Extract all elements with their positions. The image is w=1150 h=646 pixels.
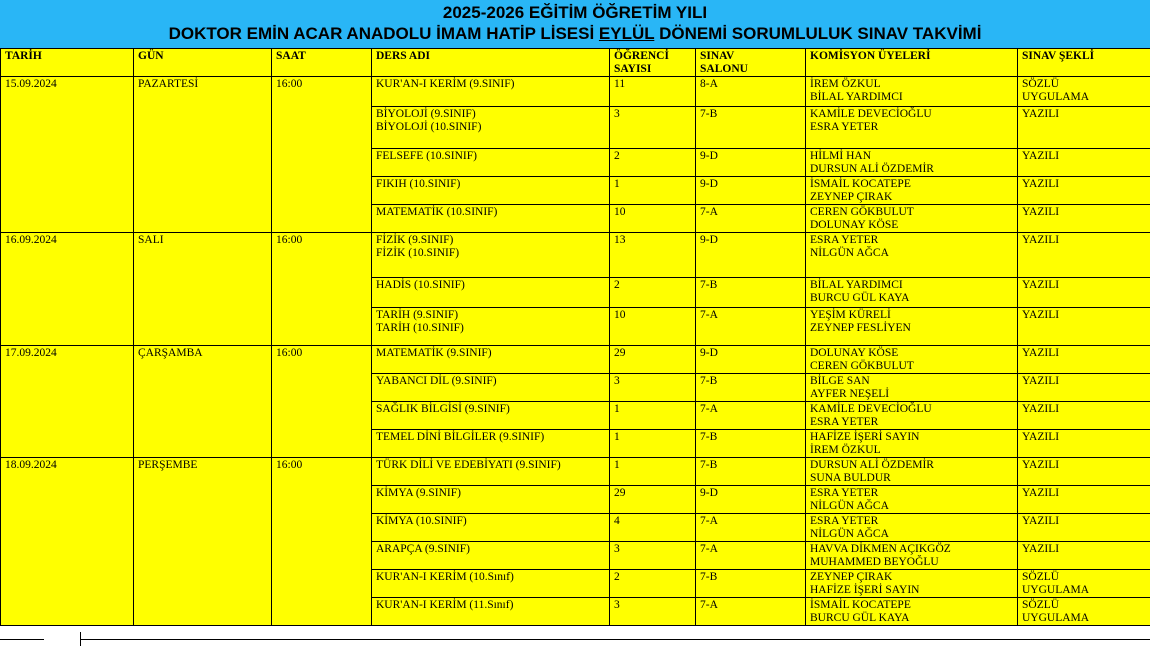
cell-sinav-sekli xyxy=(1018,542,1150,570)
cell-ogrenci-sayisi: 2 xyxy=(610,149,696,177)
cell-saat: 16:00 xyxy=(272,346,372,458)
cell-ogrenci-sayisi: 3 xyxy=(610,598,696,626)
column-header-ogrenci-line2: SAYISI xyxy=(614,62,652,75)
exam-schedule-table xyxy=(0,48,1150,626)
cell-sinav-salonu: 7-A xyxy=(696,205,806,233)
cell-gun: ÇARŞAMBA xyxy=(134,346,272,458)
cell-ogrenci-sayisi: 2 xyxy=(610,570,696,598)
cell-ders-adi xyxy=(372,486,610,514)
footer-rule xyxy=(0,639,1150,640)
ders-line: KUR'AN-I KERİM (10.Sınıf) xyxy=(376,571,514,583)
cell-komisyon-uyeleri xyxy=(806,430,1018,458)
cell-sinav-salonu: 9-D xyxy=(696,346,806,374)
column-header-ogrenci-sayisi xyxy=(610,49,696,77)
komisyon-line: BİLGE SAN xyxy=(810,375,870,387)
komisyon-line: BİLAL YARDIMCI xyxy=(810,90,903,103)
cell-komisyon-uyeleri xyxy=(806,570,1018,598)
ders-line: ARAPÇA (9.SINIF) xyxy=(376,543,470,555)
cell-saat: 16:00 xyxy=(272,233,372,346)
cell-gun: PAZARTESİ xyxy=(134,77,272,233)
cell-ders-adi xyxy=(372,149,610,177)
komisyon-line: MUHAMMED BEYOĞLU xyxy=(810,555,939,568)
cell-ders-adi xyxy=(372,374,610,402)
ders-line: FİZİK (9.SINIF) xyxy=(376,234,454,246)
komisyon-line: ZEYNEP FESLİYEN xyxy=(810,321,911,334)
komisyon-line: ESRA YETER xyxy=(810,487,879,499)
cell-ogrenci-sayisi: 29 xyxy=(610,346,696,374)
column-header-komisyon-uyeleri: KOMİSYON ÜYELERİ xyxy=(806,49,1018,77)
cell-ders-adi xyxy=(372,402,610,430)
cell-sinav-sekli xyxy=(1018,107,1150,149)
header-title-line2 xyxy=(0,23,1150,44)
cell-komisyon-uyeleri xyxy=(806,107,1018,149)
cell-sinav-sekli xyxy=(1018,458,1150,486)
komisyon-line: CEREN GÖKBULUT xyxy=(810,359,914,372)
cell-sinav-sekli xyxy=(1018,177,1150,205)
ders-line: TÜRK DİLİ VE EDEBİYATI (9.SINIF) xyxy=(376,459,561,471)
column-header-sinav-salonu xyxy=(696,49,806,77)
sekil-line: UYGULAMA xyxy=(1022,611,1090,624)
document-header xyxy=(0,0,1150,48)
cell-sinav-salonu: 7-A xyxy=(696,514,806,542)
cell-ogrenci-sayisi: 1 xyxy=(610,177,696,205)
cell-sinav-sekli xyxy=(1018,374,1150,402)
sekil-line: SÖZLÜ xyxy=(1022,571,1060,583)
cell-sinav-salonu: 7-B xyxy=(696,570,806,598)
ders-line: YABANCI DİL (9.SINIF) xyxy=(376,375,497,387)
cell-sinav-sekli xyxy=(1018,598,1150,626)
cell-ogrenci-sayisi: 10 xyxy=(610,308,696,346)
komisyon-line: HİLMİ HAN xyxy=(810,150,872,162)
cell-ders-adi xyxy=(372,570,610,598)
ders-line: FİZİK (10.SINIF) xyxy=(376,246,460,259)
cell-komisyon-uyeleri xyxy=(806,458,1018,486)
sekil-line: YAZILI xyxy=(1022,543,1060,555)
cell-ders-adi xyxy=(372,205,610,233)
komisyon-line: HAVVA DİKMEN AÇIKGÖZ xyxy=(810,543,951,555)
cell-sinav-salonu: 7-B xyxy=(696,278,806,308)
cell-sinav-salonu: 9-D xyxy=(696,233,806,278)
cell-ogrenci-sayisi: 11 xyxy=(610,77,696,107)
komisyon-line: AYFER NEŞELİ xyxy=(810,387,890,400)
column-header-sinav-sekli: SINAV ŞEKLİ xyxy=(1018,49,1150,77)
komisyon-line: CEREN GÖKBULUT xyxy=(810,206,914,218)
footer-rule-right xyxy=(80,639,1150,640)
cell-tarih: 15.09.2024 xyxy=(1,77,134,233)
cell-sinav-salonu: 7-B xyxy=(696,458,806,486)
table-row xyxy=(1,77,1150,107)
sekil-line: YAZILI xyxy=(1022,108,1060,120)
komisyon-line: ESRA YETER xyxy=(810,234,879,246)
cell-sinav-sekli xyxy=(1018,346,1150,374)
cell-sinav-sekli xyxy=(1018,514,1150,542)
cell-komisyon-uyeleri xyxy=(806,514,1018,542)
cell-sinav-sekli xyxy=(1018,308,1150,346)
sekil-line: SÖZLÜ xyxy=(1022,78,1060,90)
komisyon-line: İSMAİL KOCATEPE xyxy=(810,178,911,190)
komisyon-line: ESRA YETER xyxy=(810,515,879,527)
sekil-line: YAZILI xyxy=(1022,459,1060,471)
header-line2-after: DÖNEMİ SORUMLULUK SINAV TAKVİMİ xyxy=(654,24,982,43)
ders-line: SAĞLIK BİLGİSİ (9.SINIF) xyxy=(376,403,510,415)
cell-ders-adi xyxy=(372,514,610,542)
table-header-row xyxy=(1,49,1150,77)
sekil-line: YAZILI xyxy=(1022,403,1060,415)
cell-ders-adi xyxy=(372,107,610,149)
table-body xyxy=(1,77,1150,626)
komisyon-line: İSMAİL KOCATEPE xyxy=(810,599,911,611)
ders-line: KUR'AN-I KERİM (9.SINIF) xyxy=(376,78,515,90)
cell-komisyon-uyeleri xyxy=(806,486,1018,514)
column-header-saat: SAAT xyxy=(272,49,372,77)
komisyon-line: ZEYNEP ÇIRAK xyxy=(810,190,893,203)
column-header-ders-adi: DERS ADI xyxy=(372,49,610,77)
ders-line: FIKIH (10.SINIF) xyxy=(376,178,461,190)
komisyon-line: BURCU GÜL KAYA xyxy=(810,291,910,304)
ders-line: TEMEL DİNİ BİLGİLER (9.SINIF) xyxy=(376,431,545,443)
cell-gun: SALI xyxy=(134,233,272,346)
cell-ders-adi xyxy=(372,430,610,458)
ders-line: BİYOLOJİ (9.SINIF) xyxy=(376,108,476,120)
cell-tarih: 18.09.2024 xyxy=(1,458,134,626)
sekil-line: UYGULAMA xyxy=(1022,583,1090,596)
cell-komisyon-uyeleri xyxy=(806,149,1018,177)
komisyon-line: YEŞİM KÜRELİ xyxy=(810,309,891,321)
komisyon-line: NİLGÜN AĞCA xyxy=(810,499,889,512)
sekil-line: YAZILI xyxy=(1022,515,1060,527)
cell-komisyon-uyeleri xyxy=(806,598,1018,626)
footer-rule-left xyxy=(0,639,44,640)
cell-ogrenci-sayisi: 2 xyxy=(610,278,696,308)
cell-sinav-salonu: 7-B xyxy=(696,107,806,149)
komisyon-line: HAFİZE İŞERİ SAYIN xyxy=(810,431,920,443)
cell-ogrenci-sayisi: 29 xyxy=(610,486,696,514)
ders-line: KİMYA (9.SINIF) xyxy=(376,487,461,499)
cell-sinav-sekli xyxy=(1018,486,1150,514)
komisyon-line: NİLGÜN AĞCA xyxy=(810,527,889,540)
cell-sinav-sekli xyxy=(1018,77,1150,107)
table-row xyxy=(1,458,1150,486)
sekil-line: YAZILI xyxy=(1022,375,1060,387)
cell-ders-adi xyxy=(372,308,610,346)
table-row xyxy=(1,346,1150,374)
komisyon-line: KAMİLE DEVECİOĞLU xyxy=(810,403,932,415)
komisyon-line: ZEYNEP ÇIRAK xyxy=(810,571,893,583)
ders-line: KİMYA (10.SINIF) xyxy=(376,515,467,527)
sekil-line: YAZILI xyxy=(1022,178,1060,190)
cell-sinav-salonu: 8-A xyxy=(696,77,806,107)
cell-sinav-salonu: 7-B xyxy=(696,374,806,402)
cell-ders-adi xyxy=(372,278,610,308)
cell-sinav-salonu: 9-D xyxy=(696,149,806,177)
cell-tarih: 17.09.2024 xyxy=(1,346,134,458)
ders-line: BİYOLOJİ (10.SINIF) xyxy=(376,120,482,133)
cell-sinav-sekli xyxy=(1018,278,1150,308)
cell-sinav-sekli xyxy=(1018,149,1150,177)
cell-tarih: 16.09.2024 xyxy=(1,233,134,346)
column-header-tarih: TARİH xyxy=(1,49,134,77)
ders-line: MATEMATİK (9.SINIF) xyxy=(376,347,492,359)
sekil-line: YAZILI xyxy=(1022,234,1060,246)
header-line2-month: EYLÜL xyxy=(598,24,655,43)
column-header-ogrenci-line1: ÖĞRENCİ xyxy=(614,50,669,62)
cell-ogrenci-sayisi: 13 xyxy=(610,233,696,278)
cell-komisyon-uyeleri xyxy=(806,177,1018,205)
cell-saat: 16:00 xyxy=(272,458,372,626)
komisyon-line: DURSUN ALİ ÖZDEMİR xyxy=(810,459,934,471)
cell-sinav-sekli xyxy=(1018,205,1150,233)
cell-komisyon-uyeleri xyxy=(806,205,1018,233)
cell-ogrenci-sayisi: 3 xyxy=(610,107,696,149)
ders-line: TARİH (10.SINIF) xyxy=(376,321,464,334)
cell-ogrenci-sayisi: 10 xyxy=(610,205,696,233)
cell-sinav-salonu: 9-D xyxy=(696,177,806,205)
cell-ders-adi xyxy=(372,177,610,205)
komisyon-line: DOLUNAY KÖSE xyxy=(810,218,899,231)
cell-ders-adi xyxy=(372,542,610,570)
komisyon-line: ESRA YETER xyxy=(810,120,879,133)
ders-line: HADİS (10.SINIF) xyxy=(376,279,465,291)
cell-ders-adi xyxy=(372,458,610,486)
sekil-line: YAZILI xyxy=(1022,279,1060,291)
sekil-line: UYGULAMA xyxy=(1022,90,1090,103)
cell-komisyon-uyeleri xyxy=(806,77,1018,107)
cell-ogrenci-sayisi: 1 xyxy=(610,458,696,486)
sekil-line: YAZILI xyxy=(1022,347,1060,359)
table-row xyxy=(1,233,1150,278)
table-header-row-group xyxy=(1,49,1150,77)
cell-komisyon-uyeleri xyxy=(806,308,1018,346)
cell-komisyon-uyeleri xyxy=(806,278,1018,308)
cell-ogrenci-sayisi: 3 xyxy=(610,374,696,402)
cell-sinav-sekli xyxy=(1018,233,1150,278)
cell-komisyon-uyeleri xyxy=(806,402,1018,430)
sekil-line: YAZILI xyxy=(1022,487,1060,499)
komisyon-line: ESRA YETER xyxy=(810,415,879,428)
cell-sinav-sekli xyxy=(1018,430,1150,458)
ders-line: MATEMATİK (10.SINIF) xyxy=(376,206,498,218)
column-header-salon-line2: SALONU xyxy=(700,62,748,75)
komisyon-line: KAMİLE DEVECİOĞLU xyxy=(810,108,932,120)
cell-sinav-sekli xyxy=(1018,570,1150,598)
cell-ogrenci-sayisi: 1 xyxy=(610,430,696,458)
cell-ders-adi xyxy=(372,346,610,374)
sekil-line: YAZILI xyxy=(1022,431,1060,443)
cell-ogrenci-sayisi: 3 xyxy=(610,542,696,570)
cell-komisyon-uyeleri xyxy=(806,374,1018,402)
cell-komisyon-uyeleri xyxy=(806,542,1018,570)
cell-sinav-salonu: 7-A xyxy=(696,402,806,430)
ders-line: FELSEFE (10.SINIF) xyxy=(376,150,477,162)
column-header-salon-line1: SINAV xyxy=(700,50,735,62)
cell-sinav-salonu: 7-A xyxy=(696,598,806,626)
komisyon-line: DURSUN ALİ ÖZDEMİR xyxy=(810,162,934,175)
sekil-line: YAZILI xyxy=(1022,150,1060,162)
komisyon-line: HAFİZE İŞERİ SAYIN xyxy=(810,583,920,596)
cell-ders-adi xyxy=(372,598,610,626)
ders-line: TARİH (9.SINIF) xyxy=(376,309,459,321)
sekil-line: YAZILI xyxy=(1022,309,1060,321)
cell-komisyon-uyeleri xyxy=(806,233,1018,278)
cell-ogrenci-sayisi: 1 xyxy=(610,402,696,430)
komisyon-line: BİLAL YARDIMCI xyxy=(810,279,903,291)
komisyon-line: SUNA BULDUR xyxy=(810,471,891,484)
cell-sinav-salonu: 7-A xyxy=(696,308,806,346)
komisyon-line: İREM ÖZKUL xyxy=(810,443,881,456)
komisyon-line: İREM ÖZKUL xyxy=(810,78,881,90)
cell-sinav-sekli xyxy=(1018,402,1150,430)
cell-saat: 16:00 xyxy=(272,77,372,233)
header-title-line1: 2025-2026 EĞİTİM ÖĞRETİM YILI xyxy=(442,3,708,22)
ders-line: KUR'AN-I KERİM (11.Sınıf) xyxy=(376,599,514,611)
cell-komisyon-uyeleri xyxy=(806,346,1018,374)
cell-ders-adi xyxy=(372,233,610,278)
komisyon-line: BURCU GÜL KAYA xyxy=(810,611,910,624)
column-header-gun: GÜN xyxy=(134,49,272,77)
cell-ders-adi xyxy=(372,77,610,107)
cell-sinav-salonu: 7-B xyxy=(696,430,806,458)
cell-sinav-salonu: 7-A xyxy=(696,542,806,570)
sekil-line: SÖZLÜ xyxy=(1022,599,1060,611)
komisyon-line: DOLUNAY KÖSE xyxy=(810,347,899,359)
komisyon-line: NİLGÜN AĞCA xyxy=(810,246,889,259)
cell-ogrenci-sayisi: 4 xyxy=(610,514,696,542)
sekil-line: YAZILI xyxy=(1022,206,1060,218)
cell-sinav-salonu: 9-D xyxy=(696,486,806,514)
header-line2-before: DOKTOR EMİN ACAR ANADOLU İMAM HATİP LİSESİ xyxy=(168,24,599,43)
cell-gun: PERŞEMBE xyxy=(134,458,272,626)
